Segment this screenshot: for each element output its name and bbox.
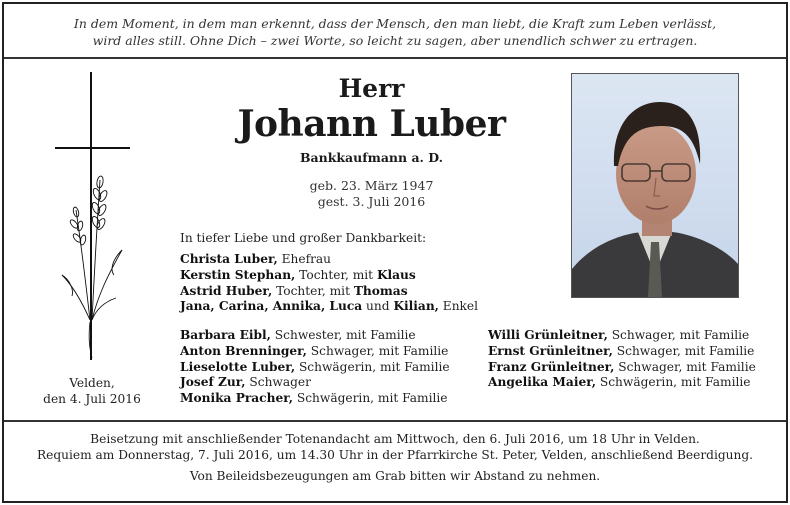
family-line: Christa Luber, Ehefrau xyxy=(180,252,332,266)
relative-line: Monika Pracher, Schwägerin, mit Familie xyxy=(180,391,448,406)
relatives-left-column xyxy=(180,328,450,407)
death-date: gest. 3. Juli 2016 xyxy=(317,194,426,209)
requiem-info: Requiem am Donnerstag, 7. Juli 2016, um 14.30 Uhr in der Pfarrkirche St. Peter, Velden, anschließend Beerdigung. xyxy=(36,448,754,462)
relative-line: Anton Brenninger, Schwager, mit Familie xyxy=(180,343,449,358)
cross-with-wheat-icon xyxy=(52,70,134,362)
notice-date: den 4. Juli 2016 xyxy=(43,392,141,406)
relative-line: Franz Grünleitner, Schwager, mit Familie xyxy=(488,359,756,374)
mourners-intro: In tiefer Liebe und großer Dankbarkeit: xyxy=(180,231,427,245)
salutation: Herr xyxy=(338,74,405,103)
relative-line: Barbara Eibl, Schwester, mit Familie xyxy=(180,328,416,342)
relative-line: Ernst Grünleitner, Schwager, mit Familie xyxy=(488,343,755,358)
portrait-photo xyxy=(571,73,739,298)
birth-date: geb. 23. März 1947 xyxy=(309,178,434,193)
relative-line: Josef Zur, Schwager xyxy=(180,375,311,390)
condolence-note: Von Beileidsbezeugungen am Grab bitten wir Abstand zu nehmen. xyxy=(189,469,601,483)
relative-line: Willi Grünleitner, Schwager, mit Familie xyxy=(488,328,750,342)
relative-line: Lieselotte Luber, Schwägerin, mit Familie xyxy=(180,359,450,374)
family-line: Astrid Huber, Tochter, mit Thomas xyxy=(180,283,408,298)
bottom-divider xyxy=(4,420,786,422)
family-line: Jana, Carina, Annika, Luca und Kilian, Enkel xyxy=(180,299,479,314)
quote-line-2: wird alles still. Ohne Dich – zwei Worte, so leicht zu sagen, aber unendlich schwer zu ertragen. xyxy=(92,33,698,48)
deceased-name: Johann Luber xyxy=(237,103,506,145)
relative-line: Angelika Maier, Schwägerin, mit Familie xyxy=(488,375,751,390)
family-list xyxy=(180,252,478,315)
burial-info: Beisetzung mit anschließender Totenandacht am Mittwoch, den 6. Juli 2016, um 18 Uhr in Velden. xyxy=(90,432,700,446)
profession: Bankkaufmann a. D. xyxy=(299,150,444,165)
place: Velden, xyxy=(69,376,115,390)
family-line: Kerstin Stephan, Tochter, mit Klaus xyxy=(180,267,416,282)
quote-line-1: In dem Moment, in dem man erkennt, dass der Mensch, den man liebt, die Kraft zum Leben verlässt, xyxy=(73,16,717,31)
top-divider xyxy=(4,57,786,59)
obituary-notice xyxy=(2,2,788,503)
relatives-right-column xyxy=(488,328,756,391)
